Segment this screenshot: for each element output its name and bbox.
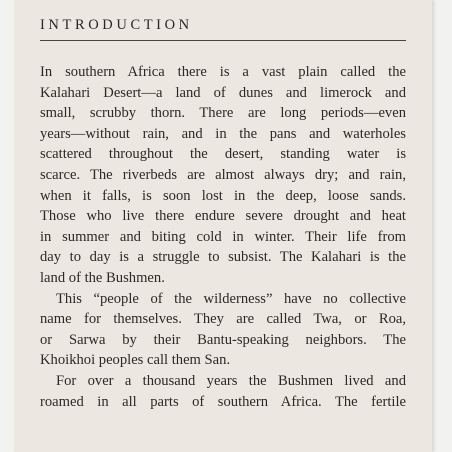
text-line: or Sarwa by their Bantu-speaking neighbors. The [40,331,406,348]
heading-rule [40,40,406,41]
body-text [40,62,406,412]
text-line: Those who live there endure severe drought and heat [40,208,406,225]
text-line: when it falls, is soon lost in the deep, loose sands. [40,187,406,204]
text-line: name for themselves. They are called Twa, or Roa, [40,311,406,328]
text-line: scarce. The riverbeds are almost always dry; and rain, [40,166,406,183]
text-line: scattered throughout the desert, standing water is [40,146,406,163]
text-line: small, scrubby thorn. There are long periods—even [40,105,406,122]
text-line: years—without rain, and in the pans and waterholes [40,125,406,142]
text-line: land of the Bushmen. [40,269,165,286]
text-line: Khoikhoi peoples call them San. [40,352,231,369]
text-line: In southern Africa there is a vast plain called the [40,64,406,80]
text-line: in summer and biting cold in winter. Their life from [40,228,406,245]
text-line: For over a thousand years the Bushmen lived and [56,372,406,389]
book-page [14,0,432,452]
text-line: roamed in all parts of southern Africa. The fertile [40,393,406,410]
text-line: Kalahari Desert—a land of dunes and limerock and [40,84,406,101]
text-line: This “people of the wilderness” have no collective [56,290,406,307]
chapter-heading: INTRODUCTION [40,17,193,33]
text-line: day to day is a struggle to subsist. The Kalahari is the [40,249,406,266]
